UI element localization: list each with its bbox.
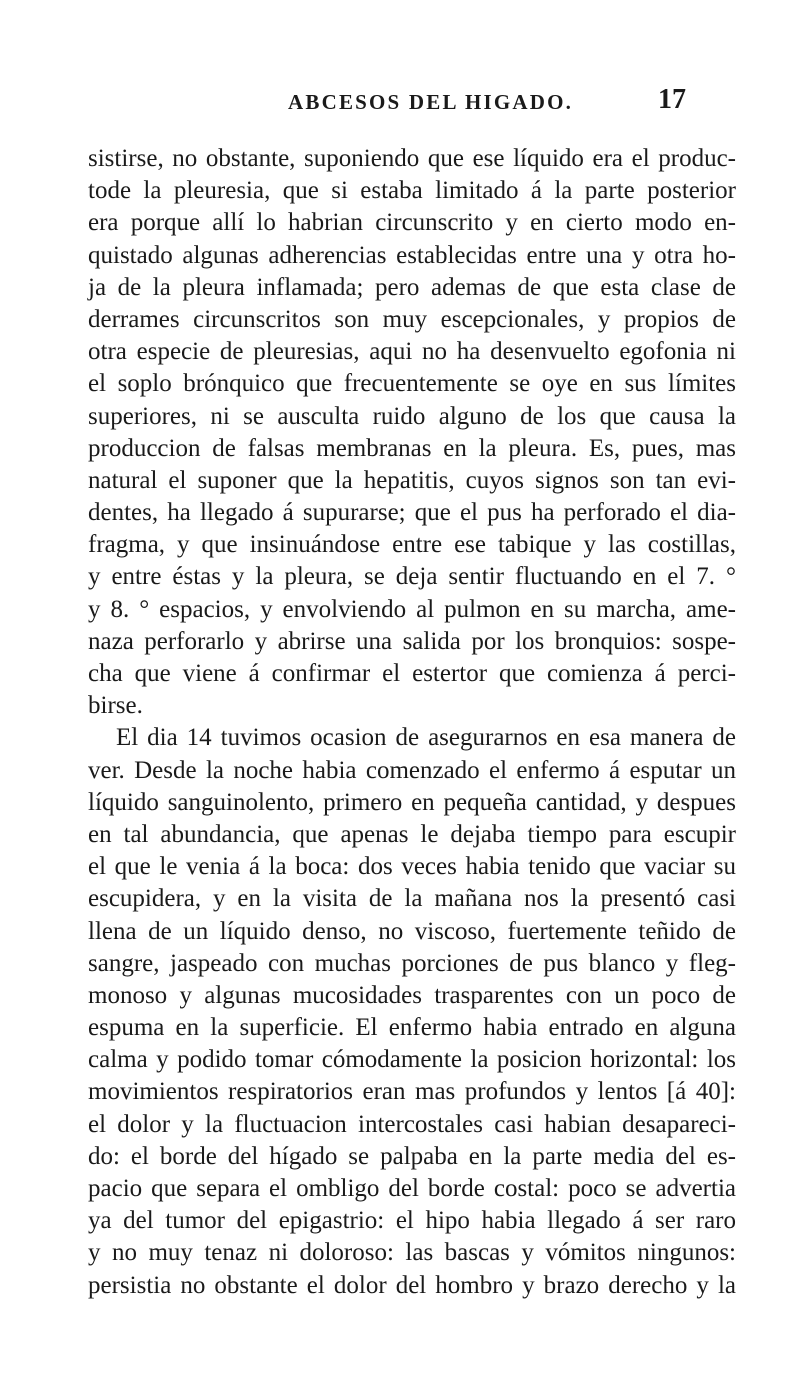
text-line: pacio que separa el ombligo del borde costal: poco se advertia xyxy=(88,1175,736,1202)
text-line: quistado algunas adherencias establecidas entre una y otra ho- xyxy=(88,241,736,269)
text-line: movimientos respiratorios eran mas profundos y lentos [á 40]: xyxy=(88,1078,736,1106)
text-line: espuma en la superficie. El enfermo habia entrado en alguna xyxy=(88,1014,736,1042)
text-line: sangre, jaspeado con muchas porciones de pus blanco y fleg- xyxy=(88,949,736,977)
page-number: 17 xyxy=(658,84,686,115)
text-line: fragma, y que insinuándose entre ese tabique y las costillas, xyxy=(88,531,736,559)
text-line: natural el suponer que la hepatitis, cuyos signos son tan evi- xyxy=(88,466,736,494)
text-line: cha que viene á confirmar el estertor que comienza á perci- xyxy=(88,660,736,687)
text-line: naza perforarlo y abrirse una salida por los bronquios: sospe- xyxy=(88,627,736,655)
text-line: monoso y algunas mucosidades trasparentes con un poco de xyxy=(88,981,736,1009)
text-line: superiores, ni se ausculta ruido alguno de los que causa la xyxy=(88,402,736,430)
text-line: en tal abundancia, que apenas le dejaba tiempo para escupir xyxy=(88,820,736,848)
text-line: llena de un líquido denso, no viscoso, fuertemente teñido de xyxy=(88,917,736,945)
text-line: era porque allí lo habrian circunscrito y en cierto modo en- xyxy=(88,209,736,237)
text-line: do: el borde del hígado se palpaba en la parte media del es- xyxy=(88,1142,736,1170)
text-line: persistia no obstante el dolor del hombro y brazo derecho y la xyxy=(88,1271,736,1299)
body-text xyxy=(88,143,736,1302)
text-line: ver. Desde la noche habia comenzado el enfermo á esputar un xyxy=(88,756,736,784)
text-line: líquido sanguinolento, primero en pequeña cantidad, y despues xyxy=(88,788,736,816)
text-line: produccion de falsas membranas en la pleura. Es, pues, mas xyxy=(88,434,736,462)
text-line: escupidera, y en la visita de la mañana nos la presentó casi xyxy=(88,885,736,913)
running-title: ABCESOS DEL HIGADO. xyxy=(288,90,574,114)
text-line: y entre éstas y la pleura, se deja sentir fluctuando en el 7. ° xyxy=(88,563,736,591)
text-line: el dolor y la fluctuacion intercostales casi habian desapareci- xyxy=(88,1110,736,1138)
text-line: El dia 14 tuvimos ocasion de asegurarnos en esa manera de xyxy=(116,724,736,752)
text-line: calma y podido tomar cómodamente la posicion horizontal: los xyxy=(88,1046,736,1074)
text-line: y 8. ° espacios, y envolviendo al pulmon en su marcha, ame- xyxy=(88,595,736,623)
text-line: derrames circunscritos son muy escepcionales, y propios de xyxy=(88,305,736,333)
text-line: y no muy tenaz ni doloroso: las bascas y vómitos ningunos: xyxy=(88,1239,736,1267)
text-line: dentes, ha llegado á supurarse; que el pus ha perforado el dia- xyxy=(88,499,736,527)
text-line: ya del tumor del epigastrio: el hipo habia llegado á ser raro xyxy=(88,1207,736,1235)
text-line: tode la pleuresia, que si estaba limitado á la parte posterior xyxy=(88,177,736,205)
page-header xyxy=(88,84,736,130)
text-line: birse. xyxy=(88,692,143,720)
text-line: otra especie de pleuresias, aqui no ha desenvuelto egofonia ni xyxy=(88,338,736,366)
text-line: el que le venia á la boca: dos veces habia tenido que vaciar su xyxy=(88,853,736,881)
text-line: sistirse, no obstante, suponiendo que ese líquido era el produc- xyxy=(88,145,736,172)
text-line: el soplo brónquico que frecuentemente se oye en sus límites xyxy=(88,370,736,398)
text-line: ja de la pleura inflamada; pero ademas de que esta clase de xyxy=(88,273,736,301)
